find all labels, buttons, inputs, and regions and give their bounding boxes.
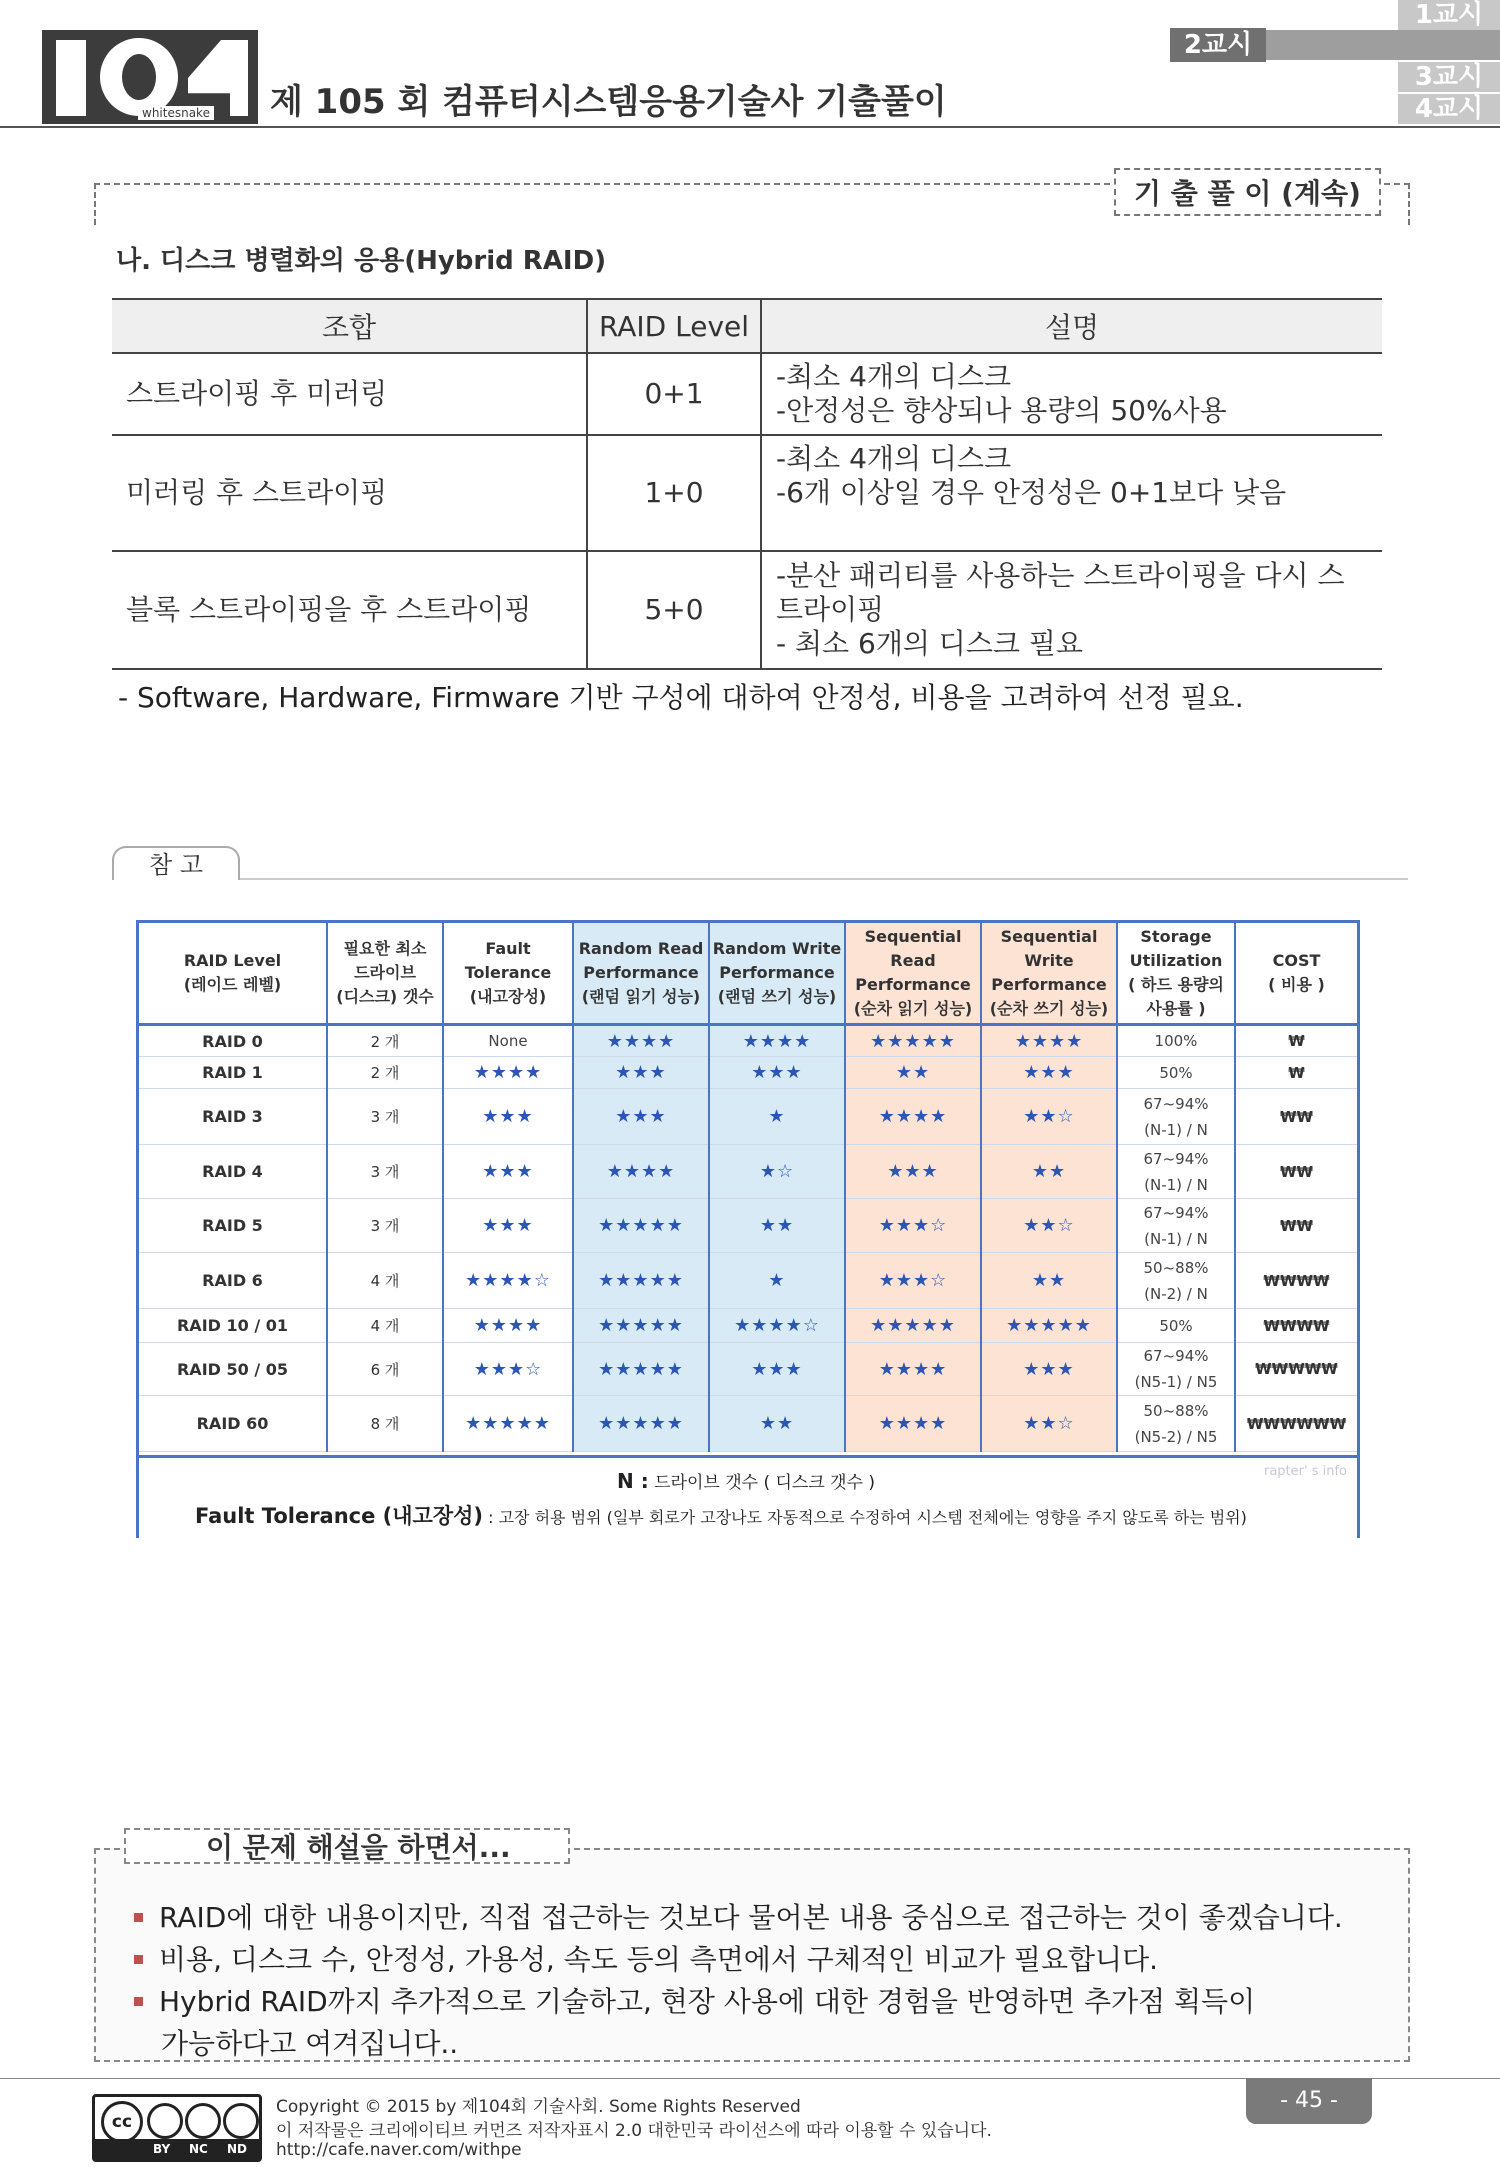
reference-cell: ★★★★★ bbox=[573, 1253, 709, 1309]
reference-header-cell bbox=[139, 923, 327, 1025]
reference-cell bbox=[1117, 1199, 1235, 1253]
reference-cell: 3 개 bbox=[327, 1089, 443, 1145]
header-line: (순차 쓰기 성능) bbox=[989, 999, 1109, 1018]
utilization-line: (N5-2) / N5 bbox=[1134, 1427, 1218, 1446]
reference-cell: ★★★★★ bbox=[981, 1309, 1117, 1343]
hybrid-raid-table bbox=[112, 298, 1382, 670]
legend-n: N : 드라이브 갯수 ( 디스크 갯수 ) bbox=[617, 1469, 876, 1493]
reference-legend bbox=[139, 1455, 1357, 1538]
header-line: Sequential bbox=[864, 927, 962, 946]
reference-header-cell bbox=[1235, 923, 1357, 1025]
reference-cell bbox=[1117, 1253, 1235, 1309]
reference-cell: ★★★ bbox=[845, 1145, 981, 1199]
reference-cell: ★★★★ bbox=[709, 1025, 845, 1057]
reference-cell: ★★★★★ bbox=[845, 1025, 981, 1057]
reference-cell: ★☆ bbox=[709, 1145, 845, 1199]
combo-cell: 스트라이핑 후 미러링 bbox=[112, 353, 587, 435]
combo-cell: 블록 스트라이핑을 후 스트라이핑 bbox=[112, 551, 587, 669]
reference-cell: ★★ bbox=[845, 1057, 981, 1089]
header-line: Performance bbox=[991, 975, 1107, 994]
reference-cell: RAID 6 bbox=[139, 1253, 327, 1309]
utilization-line: 67~94% bbox=[1143, 1347, 1209, 1365]
reference-cell: ₩₩ bbox=[1235, 1145, 1357, 1199]
desc-cell bbox=[761, 435, 1382, 551]
header-line: (레이드 레벨) bbox=[183, 975, 282, 994]
reference-cell bbox=[1117, 1025, 1235, 1057]
header-line: (순차 읽기 성능) bbox=[853, 999, 973, 1018]
reference-cell: ★★★ bbox=[443, 1199, 573, 1253]
reference-cell: ★★★★☆ bbox=[709, 1309, 845, 1343]
desc-line: -최소 4개의 디스크 bbox=[776, 442, 1012, 475]
reference-header-cell bbox=[709, 923, 845, 1025]
level-cell: 5+0 bbox=[587, 551, 761, 669]
desc-line: -최소 4개의 디스크 bbox=[776, 360, 1012, 393]
legend-fault-tolerance: Fault Tolerance (내고장성) : 고장 허용 범위 (일부 회로가 고장나도 자동적으로 수정하여 시스템 전체에는 영향을 주지 않도록 하는 범위) bbox=[195, 1504, 1247, 1528]
reference-row bbox=[139, 1089, 1357, 1145]
header-line: Performance bbox=[583, 963, 699, 982]
header-description: 설명 bbox=[761, 299, 1382, 353]
reference-cell: ₩₩₩₩ bbox=[1235, 1253, 1357, 1309]
reference-cell: ₩ bbox=[1235, 1025, 1357, 1057]
commentary-title: 이 문제 해설을 하면서... bbox=[124, 1828, 570, 1864]
header-line: (디스크) 갯수 bbox=[336, 987, 434, 1006]
reference-cell: RAID 0 bbox=[139, 1025, 327, 1057]
reference-cell: 6 개 bbox=[327, 1343, 443, 1396]
header-line: ( 하드 용량의 bbox=[1128, 975, 1224, 994]
reference-header-cell bbox=[573, 923, 709, 1025]
by-icon bbox=[147, 2103, 183, 2139]
reference-cell: ₩₩₩₩₩₩ bbox=[1235, 1396, 1357, 1452]
utilization-line: (N-1) / N bbox=[1144, 1175, 1208, 1194]
header-line: 필요한 최소 bbox=[343, 939, 427, 958]
reference-cell: ★★★★ bbox=[443, 1057, 573, 1089]
reference-cell: RAID 10 / 01 bbox=[139, 1309, 327, 1343]
reference-cell: 3 개 bbox=[327, 1199, 443, 1253]
reference-cell: 2 개 bbox=[327, 1025, 443, 1057]
header-line: Random Write bbox=[712, 939, 842, 958]
reference-cell: ★★★ bbox=[981, 1343, 1117, 1396]
reference-cell: 4 개 bbox=[327, 1309, 443, 1343]
header-line: 사용률 ) bbox=[1146, 999, 1206, 1018]
reference-cell: ★★ bbox=[981, 1145, 1117, 1199]
reference-row bbox=[139, 1025, 1357, 1057]
subheading: 나. 디스크 병렬화의 응용(Hybrid RAID) bbox=[116, 246, 607, 276]
reference-cell: 8 개 bbox=[327, 1396, 443, 1452]
utilization-line: 50% bbox=[1159, 1316, 1193, 1335]
header-line: 드라이브 bbox=[354, 963, 416, 982]
nd-icon bbox=[223, 2103, 259, 2139]
reference-row bbox=[139, 1343, 1357, 1396]
copyright-text: Copyright © 2015 by 제104회 기술사회. Some Rights Reserved bbox=[276, 2097, 801, 2117]
desc-line: -분산 패리티를 사용하는 스트라이핑을 다시 스 bbox=[776, 559, 1345, 592]
reference-cell: ★★★★★ bbox=[573, 1396, 709, 1452]
reference-cell: ★★★★★ bbox=[573, 1199, 709, 1253]
header-combo: 조합 bbox=[112, 299, 587, 353]
reference-cell: ★★★☆ bbox=[443, 1343, 573, 1396]
cc-icon: cc bbox=[101, 2101, 143, 2143]
desc-line: -6개 이상일 경우 안정성은 0+1보다 낮음 bbox=[776, 476, 1287, 509]
level-cell: 1+0 bbox=[587, 435, 761, 551]
reference-cell: ★★ bbox=[709, 1396, 845, 1452]
logo-text: whitesnake bbox=[138, 106, 214, 120]
reference-header-cell bbox=[845, 923, 981, 1025]
reference-cell: ★★★★★ bbox=[573, 1343, 709, 1396]
reference-header-cell bbox=[1117, 923, 1235, 1025]
table-row bbox=[112, 435, 1382, 551]
section-label: 기 출 풀 이 (계속) bbox=[1114, 168, 1381, 216]
reference-cell: ★ bbox=[709, 1253, 845, 1309]
header-line: Utilization bbox=[1129, 951, 1223, 970]
commentary-item: Hybrid RAID까지 추가적으로 기술하고, 현장 사용에 대한 경험을 반영하면 추가점 획득이 bbox=[134, 1980, 1255, 2020]
header-line: Read bbox=[890, 951, 936, 970]
reference-cell: ★★★☆ bbox=[845, 1199, 981, 1253]
bullet-icon bbox=[134, 1997, 143, 2006]
reference-cell: ★★☆ bbox=[981, 1199, 1117, 1253]
header-line: Random Read bbox=[578, 939, 704, 958]
reference-row bbox=[139, 1199, 1357, 1253]
reference-cell: ★★★ bbox=[573, 1057, 709, 1089]
reference-cell bbox=[1117, 1089, 1235, 1145]
reference-row bbox=[139, 1253, 1357, 1309]
reference-cell: ★★★ bbox=[709, 1343, 845, 1396]
reference-header-cell bbox=[443, 923, 573, 1025]
reference-cell: 2 개 bbox=[327, 1057, 443, 1089]
document-title: 제 105 회 컴퓨터시스템응용기술사 기출풀이 bbox=[270, 82, 947, 122]
reference-cell: ★★☆ bbox=[981, 1089, 1117, 1145]
reference-cell: RAID 4 bbox=[139, 1145, 327, 1199]
desc-line: - 최소 6개의 디스크 필요 bbox=[776, 627, 1083, 660]
header-line: ( 비용 ) bbox=[1268, 975, 1325, 994]
reference-cell: ★★★★★ bbox=[845, 1309, 981, 1343]
reference-cell: ★★★★★ bbox=[443, 1396, 573, 1452]
reference-cell: ★★★★☆ bbox=[443, 1253, 573, 1309]
session-tab-current[interactable]: 2교시 bbox=[1170, 28, 1266, 62]
reference-cell bbox=[1117, 1057, 1235, 1089]
header-line: Storage bbox=[1140, 927, 1212, 946]
reference-cell: ₩₩ bbox=[1235, 1199, 1357, 1253]
utilization-line: 100% bbox=[1154, 1032, 1198, 1050]
header-line: Fault Tolerance bbox=[464, 939, 552, 982]
header-line: Performance bbox=[719, 963, 835, 982]
desc-line: 트라이핑 bbox=[776, 593, 885, 626]
combo-cell: 미러링 후 스트라이핑 bbox=[112, 435, 587, 551]
header-line: Sequential bbox=[1000, 927, 1098, 946]
header-line: COST bbox=[1272, 951, 1321, 970]
reference-cell bbox=[1117, 1309, 1235, 1343]
reference-row bbox=[139, 1057, 1357, 1089]
reference-cell: RAID 60 bbox=[139, 1396, 327, 1452]
bullet-icon bbox=[134, 1955, 143, 1964]
header-line: (랜덤 쓰기 성능) bbox=[717, 987, 837, 1006]
reference-cell: None bbox=[443, 1025, 573, 1057]
creative-commons-badge[interactable] bbox=[92, 2094, 262, 2162]
reference-cell: ★★★ bbox=[573, 1089, 709, 1145]
header-line: Write bbox=[1024, 951, 1074, 970]
reference-cell: ★★★★ bbox=[845, 1396, 981, 1452]
reference-cell: ★★★★ bbox=[981, 1025, 1117, 1057]
reference-cell: ★★★ bbox=[443, 1089, 573, 1145]
reference-cell: ★★★★ bbox=[845, 1343, 981, 1396]
utilization-line: 50% bbox=[1159, 1063, 1193, 1082]
license-text: 이 저작물은 크리에이티브 커먼즈 저작자표시 2.0 대한민국 라이선스에 따라 이용할 수 있습니다. bbox=[276, 2121, 992, 2141]
header-line: RAID Level bbox=[183, 951, 282, 970]
raid-reference-table-image bbox=[136, 920, 1360, 1538]
reference-cell: 4 개 bbox=[327, 1253, 443, 1309]
commentary-item: RAID에 대한 내용이지만, 직접 접근하는 것보다 물어본 내용 중심으로 접근하는 것이 좋겠습니다. bbox=[134, 1896, 1343, 1936]
session-tab-3[interactable]: 3교시 bbox=[1398, 62, 1500, 92]
header-divider bbox=[0, 126, 1500, 128]
reference-row bbox=[139, 1145, 1357, 1199]
utilization-line: (N-1) / N bbox=[1144, 1120, 1208, 1139]
reference-cell: RAID 1 bbox=[139, 1057, 327, 1089]
logo bbox=[42, 30, 258, 124]
reference-cell: ★ bbox=[709, 1089, 845, 1145]
reference-cell: 3 개 bbox=[327, 1145, 443, 1199]
note-text: - Software, Hardware, Firmware 기반 구성에 대하여 안정성, 비용을 고려하여 선정 필요. bbox=[118, 681, 1244, 714]
license-bar: BY NC ND bbox=[95, 2139, 259, 2159]
session-tab-1[interactable]: 1교시 bbox=[1398, 0, 1500, 30]
desc-cell bbox=[761, 551, 1382, 669]
reference-row bbox=[139, 1309, 1357, 1343]
reference-cell: ★★★☆ bbox=[845, 1253, 981, 1309]
header-line: (내고장성) bbox=[469, 987, 547, 1006]
utilization-line: 67~94% bbox=[1143, 1094, 1209, 1113]
desc-line: -안정성은 향상되나 용량의 50%사용 bbox=[776, 394, 1227, 427]
reference-cell: ★★ bbox=[709, 1199, 845, 1253]
reference-header-row bbox=[139, 923, 1357, 1025]
reference-cell: ★★★★ bbox=[573, 1145, 709, 1199]
reference-header-cell bbox=[981, 923, 1117, 1025]
reference-cell bbox=[1117, 1396, 1235, 1452]
reference-cell: ₩₩₩₩ bbox=[1235, 1309, 1357, 1343]
reference-cell: ★★★ bbox=[981, 1057, 1117, 1089]
session-tab-4[interactable]: 4교시 bbox=[1398, 94, 1500, 124]
footer-url[interactable]: http://cafe.naver.com/withpe bbox=[276, 2140, 522, 2160]
reference-cell: ★★★★ bbox=[573, 1025, 709, 1057]
utilization-line: (N-1) / N bbox=[1144, 1229, 1208, 1248]
table-row bbox=[112, 551, 1382, 669]
reference-cell: ★★ bbox=[981, 1253, 1117, 1309]
nc-icon bbox=[185, 2103, 221, 2139]
commentary-item-continued: 가능하다고 여겨집니다.. bbox=[161, 2027, 459, 2060]
reference-divider bbox=[112, 878, 1408, 880]
utilization-line: (N-2) / N bbox=[1144, 1284, 1208, 1303]
reference-cell: ₩ bbox=[1235, 1057, 1357, 1089]
utilization-line: 50~88% bbox=[1143, 1401, 1209, 1420]
reference-tab: 참 고 bbox=[112, 846, 240, 880]
utilization-line: 67~94% bbox=[1143, 1149, 1209, 1168]
header-line: (랜덤 읽기 성능) bbox=[581, 987, 701, 1006]
level-cell: 0+1 bbox=[587, 353, 761, 435]
reference-header-cell bbox=[327, 923, 443, 1025]
reference-cell: RAID 50 / 05 bbox=[139, 1343, 327, 1396]
reference-cell: RAID 5 bbox=[139, 1199, 327, 1253]
reference-cell bbox=[1117, 1343, 1235, 1396]
utilization-line: 67~94% bbox=[1143, 1203, 1209, 1222]
page-number: - 45 - bbox=[1246, 2078, 1372, 2124]
reference-cell: ★★★★ bbox=[845, 1089, 981, 1145]
table-header-row bbox=[112, 299, 1382, 353]
reference-cell: ★★★★★ bbox=[573, 1309, 709, 1343]
table-row bbox=[112, 353, 1382, 435]
utilization-line: (N5-1) / N5 bbox=[1134, 1373, 1218, 1391]
reference-cell: ₩₩₩₩₩ bbox=[1235, 1343, 1357, 1396]
reference-cell: RAID 3 bbox=[139, 1089, 327, 1145]
reference-cell: ★★★★ bbox=[443, 1309, 573, 1343]
reference-cell: ₩₩ bbox=[1235, 1089, 1357, 1145]
reference-row bbox=[139, 1396, 1357, 1452]
reference-cell: ★★★ bbox=[709, 1057, 845, 1089]
header-raid-level: RAID Level bbox=[587, 299, 761, 353]
commentary-item: 비용, 디스크 수, 안정성, 가용성, 속도 등의 측면에서 구체적인 비교가 필요합니다. bbox=[134, 1938, 1158, 1978]
header-line: Performance bbox=[855, 975, 971, 994]
raid-reference-table bbox=[139, 923, 1357, 1452]
reference-cell bbox=[1117, 1145, 1235, 1199]
bullet-icon bbox=[134, 1913, 143, 1922]
image-credit: rapter' s info bbox=[1264, 1464, 1347, 1479]
desc-cell bbox=[761, 353, 1382, 435]
utilization-line: 50~88% bbox=[1143, 1258, 1209, 1277]
reference-cell: ★★☆ bbox=[981, 1396, 1117, 1452]
reference-cell: ★★★ bbox=[443, 1145, 573, 1199]
